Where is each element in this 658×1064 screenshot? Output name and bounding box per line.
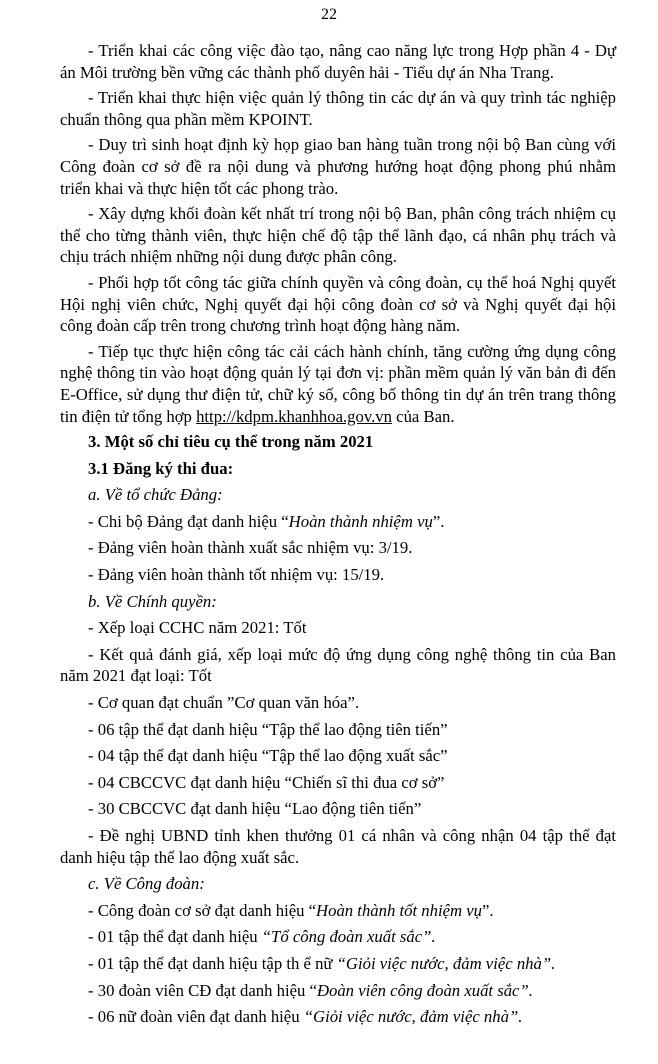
section-heading-3: 3. Một số chỉ tiêu cụ thể trong năm 2021 xyxy=(88,432,374,452)
list-item-culture-agency: - Cơ quan đạt chuẩn ”Cơ quan văn hóa”. xyxy=(88,693,360,713)
paragraph-admin-reform xyxy=(60,341,616,427)
website-link[interactable]: http://kdpm.khanhhoa.gov.vn xyxy=(196,406,392,426)
document-body xyxy=(60,40,616,1028)
page-number: 22 xyxy=(321,6,337,23)
section-heading-3-1: 3.1 Đăng ký thi đua: xyxy=(88,458,234,478)
subheading-government: b. Về Chính quyền: xyxy=(88,591,217,611)
paragraph-training: - Triển khai các công việc đào tạo, nâng cao năng lực trong Hợp phần 4 - Dự án Môi trường bền vững các thành phố duyên hải - Tiểu dự án Nha Trang. xyxy=(60,41,616,82)
list-item-it-rating: - Kết quả đánh giá, xếp loại mức độ ứng dụng công nghệ thông tin của Ban năm 2021 đạt loại: Tốt xyxy=(60,644,616,686)
list-item-emulation-fighters: - 04 CBCCVC đạt danh hiệu “Chiến sĩ thi đua cơ sở” xyxy=(88,772,445,792)
list-item-party-cell: - Chi bộ Đảng đạt danh hiệu “Hoàn thành nhiệm vụ”. xyxy=(88,511,445,531)
list-item-excellent-members: - Đảng viên hoàn thành xuất sắc nhiệm vụ: 3/19. xyxy=(88,538,413,558)
list-item-union-members: - 30 đoàn viên CĐ đạt danh hiệu “Đoàn viên công đoàn xuất sắc”. xyxy=(88,980,533,1000)
paragraph-solidarity: - Xây dựng khối đoàn kết nhất trí trong nội bộ Ban, phân công trách nhiệm cụ thể cho từng thành viên, thực hiện chế độ tập thể lãnh đạo, cá nhân phụ trách và chịu trách nhiệm những nội dung được phân công. xyxy=(60,204,616,267)
list-item-commendation: - Đề nghị UBND tỉnh khen thưởng 01 cá nhân và công nhận 04 tập thể đạt danh hiệu tập thể lao động xuất sắc. xyxy=(60,826,616,867)
subheading-union: c. Về Công đoàn: xyxy=(88,874,205,894)
subheading-party: a. Về tổ chức Đảng: xyxy=(88,485,223,505)
list-item-women-collective: - 01 tập thể đạt danh hiệu tập th ể nữ “Giỏi việc nước, đảm việc nhà”. xyxy=(88,953,556,973)
paragraph-coordination: - Phối hợp tốt công tác giữa chính quyền và công đoàn, cụ thể hoá Nghị quyết Hội nghị viên chức, Nghị quyết đại hội công đoàn cơ sở và Nghị quyết đại hội công đoàn cấp trên trong chương trình hoạt động hàng năm. xyxy=(60,272,616,336)
list-item-union-team: - 01 tập thể đạt danh hiệu “Tổ công đoàn xuất sắc”. xyxy=(88,927,436,947)
list-item-women-members: - 06 nữ đoàn viên đạt danh hiệu “Giỏi việc nước, đảm việc nhà”. xyxy=(88,1007,523,1027)
admin-reform-tail: của Ban. xyxy=(396,406,455,426)
list-item-admin-rating: - Xếp loại CCHC năm 2021: Tốt xyxy=(88,618,307,638)
paragraph-weekly-meeting: - Duy trì sinh hoạt định kỳ họp giao ban hàng tuần trong nội bộ Ban cùng với Công đoàn cơ sở đề ra nội dung và phương hướng hoạt động phong phú nhằm triển khai và thực hiện tốt các phong trào. xyxy=(60,135,616,198)
list-item-good-members: - Đảng viên hoàn thành tốt nhiệm vụ: 15/19. xyxy=(88,565,385,585)
list-item-advanced-workers: - 30 CBCCVC đạt danh hiệu “Lao động tiên tiến” xyxy=(88,799,422,819)
list-item-advanced-collectives: - 06 tập thể đạt danh hiệu “Tập thể lao động tiên tiến” xyxy=(88,719,448,739)
paragraph-kpoint: - Triển khai thực hiện việc quản lý thông tin các dự án và quy trình tác nghiệp chuẩn thông qua phần mềm KPOINT. xyxy=(60,88,616,129)
list-item-union-base: - Công đoàn cơ sở đạt danh hiệu “Hoàn thành tốt nhiệm vụ”. xyxy=(88,900,494,920)
admin-reform-text: - Tiếp tục thực hiện công tác cải cách hành chính, tăng cường ứng dụng công nghệ thông tin vào hoạt động quản lý tại đơn vị: phần mềm quản lý văn bản đi đến E-Office, sử dụng thư điện tử, chữ ký số, công bố thông tin dự án trên trang thông tin điện tử tổng hợp xyxy=(60,341,616,426)
list-item-excellent-collectives: - 04 tập thể đạt danh hiệu “Tập thể lao động xuất sắc” xyxy=(88,746,448,766)
